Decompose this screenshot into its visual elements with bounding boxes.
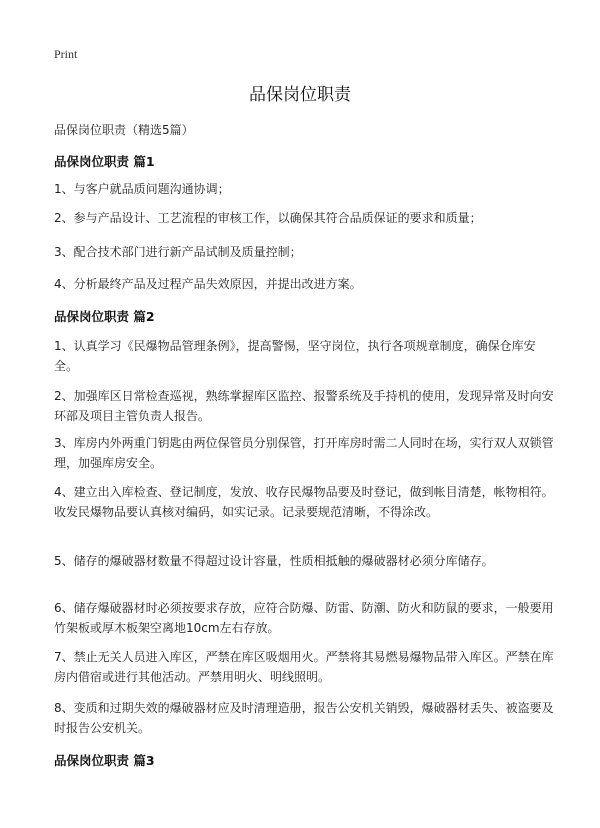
section-heading-1: 品保岗位职责 篇1 — [54, 154, 155, 169]
paragraph: 2、参与产品设计、工艺流程的审核工作，以确保其符合品质保证的要求和质量； — [54, 211, 482, 225]
paragraph: 8、变质和过期失效的爆破器材应及时清理造册，报告公安机关销毁，爆破器材丢失、被盗要及时报告公安机关。 — [54, 701, 554, 735]
paragraph: 3、配合技术部门进行新产品试制及质量控制； — [54, 245, 302, 259]
section-heading-2: 品保岗位职责 篇2 — [54, 309, 155, 324]
paragraph: 4、建立出入库检查、登记制度，发放、收存民爆物品要及时登记，做到帐目清楚，帐物相符。收发民爆物品要认真核对编码，如实记录。记录要规范清晰，不得涂改。 — [54, 485, 554, 519]
paragraph: 3、库房内外两重门钥匙由两位保管员分别保管，打开库房时需二人同时在场，实行双人双锁管理，加强库房安全。 — [54, 436, 554, 470]
paragraph: 6、储存爆破器材时必须按要求存放，应符合防爆、防雷、防潮、防火和防鼠的要求，一般要用竹架板或厚木板架空离地10cm左右存放。 — [54, 601, 554, 635]
paragraph: 7、禁止无关人员进入库区，严禁在库区吸烟用火。严禁将其易燃易爆物品带入库区。严禁在库房内借宿或进行其他活动。严禁用明火、明线照明。 — [54, 650, 554, 684]
document-subtitle: 品保岗位职责（精选5篇） — [54, 123, 194, 137]
document-title: 品保岗位职责 — [249, 85, 351, 105]
paragraph: 2、加强库区日常检查巡视，熟练掌握库区监控、报警系统及手持机的使用，发现异常及时向安环部及项目主管负责人报告。 — [54, 389, 554, 423]
paragraph: 1、与客户就品质问题沟通协调； — [54, 182, 230, 196]
print-label[interactable]: Print — [54, 47, 78, 61]
paragraph: 1、认真学习《民爆物品管理条例》，提高警惕，坚守岗位，执行各项规章制度，确保仓库安全。 — [54, 339, 536, 373]
paragraph: 4、分析最终产品及过程产品失效原因，并提出改进方案。 — [54, 277, 362, 291]
paragraph: 5、储存的爆破器材数量不得超过设计容量，性质相抵触的爆破器材必须分库储存。 — [54, 554, 494, 568]
section-heading-3: 品保岗位职责 篇3 — [54, 753, 155, 768]
